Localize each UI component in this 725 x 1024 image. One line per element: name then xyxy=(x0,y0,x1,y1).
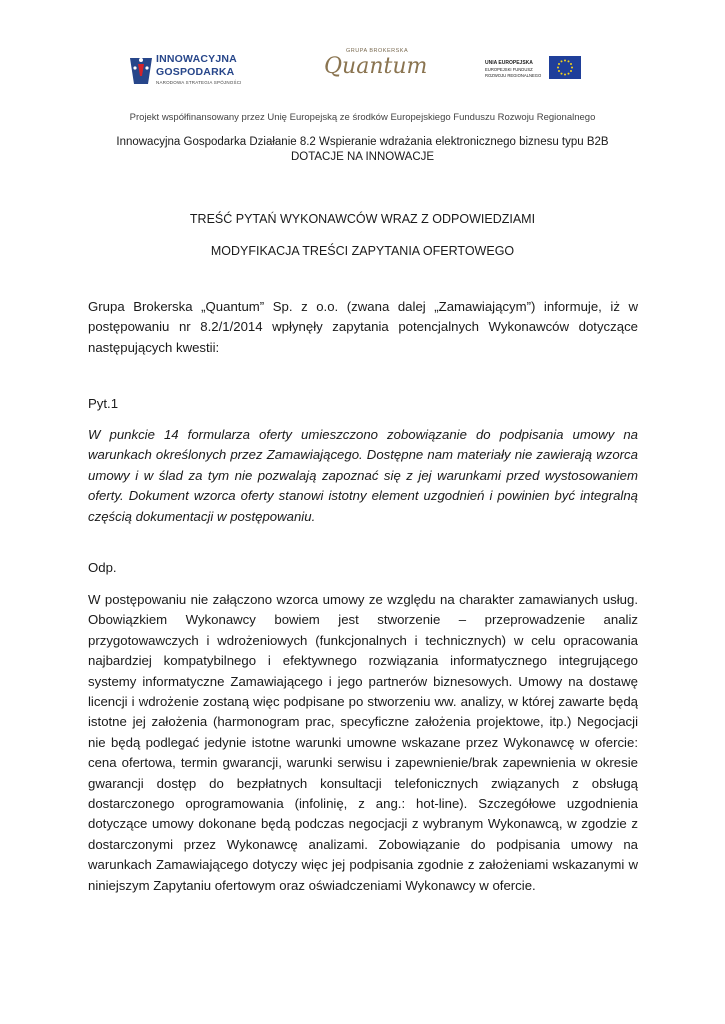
logo-bar xyxy=(120,42,600,98)
eu-flag-icon xyxy=(549,56,581,79)
program-line: Innowacyjna Gospodarka Działanie 8.2 Wspieranie wdrażania elektronicznego biznesu typu B2B xyxy=(116,136,609,148)
eu-fund-line1: EUROPEJSKI FUNDUSZ xyxy=(485,67,533,72)
eu-title: UNIA EUROPEJSKA xyxy=(485,60,533,66)
question-text: W punkcie 14 formularza oferty umieszczono zobowiązanie do podpisania umowy na warunkach określonych przez Zamawiającego. Dostępne nam materiały nie zawierają wzorca umowy i w ślad za tym nie pozwalają zapoznać się z jej warunkami przed wystosowaniem oferty. Dokument wzorca oferty stanowi istotny element uzgodnień i powinien być integralną częścią dokumentacji w postępowaniu. xyxy=(88,427,638,524)
quantum-name: Quantum xyxy=(324,54,428,79)
innowacyjna-gospodarka-logo xyxy=(120,50,260,94)
ig-title-line1: INNOWACYJNA xyxy=(156,53,237,65)
intro-paragraph: Grupa Brokerska „Quantum” Sp. z o.o. (zwana dalej „Zamawiającym”) informuje, iż w postępowaniu nr 8.2/1/2014 wpłynęły zapytania potencjalnych Wykonawców dotyczące następujących kwestii: xyxy=(88,299,638,355)
question-label: Pyt.1 xyxy=(88,396,119,411)
eu-fund-line2: ROZWOJU REGIONALNEGO xyxy=(485,73,542,78)
cofinancing-note: Projekt współfinansowany przez Unię Europejską ze środków Europejskiego Funduszu Rozwoju Regionalnego xyxy=(129,112,596,123)
document-title: TREŚĆ PYTAŃ WYKONAWCÓW WRAZ Z ODPOWIEDZIAMI xyxy=(189,212,536,226)
quantum-group-label: GRUPA BROKERSKA xyxy=(346,48,409,54)
answer-label: Odp. xyxy=(88,560,117,575)
eu-logo xyxy=(485,48,595,84)
program-subline: DOTACJE NA INNOWACJE xyxy=(290,151,435,163)
ig-flag-icon xyxy=(128,54,154,88)
answer-text: W postępowaniu nie załączono wzorca umowy ze względu na charakter zamawianych usług. Obowiązkiem Wykonawcy bowiem jest stworzenie – przeprowadzenie analiz przygotowawczych i wdrożeniowych (funkcjonalnych i technicznych) w celu opracowania najbardziej kompatybilnego i efektywnego rozwiązania informatycznego integrującego systemy informatyczne Zamawiającego i jego partnerów biznesowych. Umowy na dostawę licencji i wdrożenie zostaną więc podpisane po stworzeniu ww. analizy, w której zawarte będą istotne jej założenia (harmonogram prac, specyficzne założenia projektowe, itp.) Negocjacji nie będą podlegać jedynie istotne warunki umowne wskazane przez Wykonawcę w ofercie: cena ofertowa, termin gwarancji, warunki serwisu i zapewnienie/brak zapewnienia w okresie gwarancji dostęp do bezpłatnych konsultacji telefonicznych związanych z obsługą dostarczonego oprogramowania (infolinię, z ang.: hot-line). Szczegółowe uzgodnienia dotyczące umowy dokonane będą podczas negocjacji z wybranym Wykonawcą, w zgodzie z dostarczonymi przez Wykonawcę analizami. Zobowiązanie do podpisania umowy na warunkach Zamawiającego dotyczy więc jej podpisania zgodnie z założeniami wskazanymi w niniejszym Zapytaniu ofertowym oraz oświadczeniami Wykonawcy w ofercie. xyxy=(88,592,638,893)
document-subtitle: MODYFIKACJA TREŚCI ZAPYTANIA OFERTOWEGO xyxy=(210,244,515,258)
quantum-logo xyxy=(320,48,428,94)
ig-title-line2: GOSPODARKA xyxy=(156,66,235,78)
ig-subtitle: NARODOWA STRATEGIA SPÓJNOŚCI xyxy=(156,80,242,85)
